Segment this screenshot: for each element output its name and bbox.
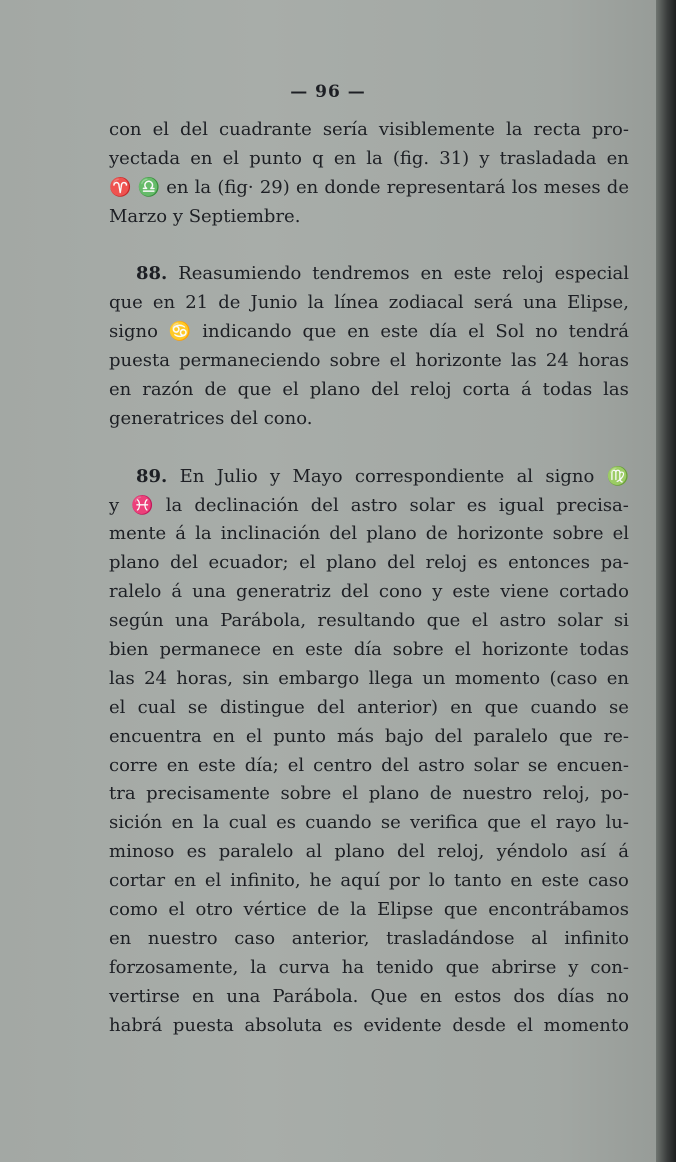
text-line: yectada en el punto q en la (fig. 31) y trasladada en bbox=[109, 147, 629, 169]
text-line: tra precisamente sobre el plano de nuestro reloj, po- bbox=[109, 783, 629, 805]
text-line: 88. Reasumiendo tendremos en este reloj especial bbox=[136, 263, 629, 285]
text-line: las 24 horas, sin embargo llega un momento (caso en bbox=[109, 667, 629, 689]
text-line: con el del cuadrante sería visiblemente la recta pro- bbox=[109, 119, 629, 140]
text-line: como el otro vértice de la Elipse que encontrábamos bbox=[109, 899, 629, 921]
text-line: signo ♋ indicando que en este día el Sol no tendrá bbox=[109, 321, 629, 343]
text-line: Marzo y Septiembre. bbox=[109, 205, 301, 227]
text-line: según una Parábola, resultando que el astro solar si bbox=[109, 610, 629, 632]
paragraph-gap bbox=[109, 232, 629, 261]
text-line: vertirse en una Parábola. Que en estos dos días no bbox=[109, 985, 629, 1007]
text-line: el cual se distingue del anterior) en que cuando se bbox=[109, 696, 629, 718]
text-line: ♈ ♎ en la (fig· 29) en donde representará los meses de bbox=[109, 176, 629, 198]
text-line: habrá puesta absoluta es evidente desde el momento bbox=[109, 1014, 629, 1036]
text-line: sición en la cual es cuando se verifica que el rayo lu- bbox=[109, 812, 629, 834]
page-edge bbox=[656, 0, 676, 1162]
body-text bbox=[109, 116, 629, 1041]
text-line: en razón de que el plano del reloj corta á todas las bbox=[109, 379, 629, 401]
text-line: en nuestro caso anterior, trasladándose al infinito bbox=[109, 927, 629, 949]
paragraph-gap bbox=[109, 434, 629, 463]
text-line: bien permanece en este día sobre el horizonte todas bbox=[109, 639, 629, 661]
text-line: corre en este día; el centro del astro solar se encuen- bbox=[109, 754, 629, 776]
text-line: forzosamente, la curva ha tenido que abrirse y con- bbox=[109, 956, 629, 978]
text-line: y ♓ la declinación del astro solar es igual precisa- bbox=[109, 494, 629, 516]
text-line: 89. En Julio y Mayo correspondiente al signo ♍ bbox=[136, 465, 629, 487]
text-line: cortar en el infinito, he aquí por lo tanto en este caso bbox=[109, 870, 629, 892]
text-line: encuentra en el punto más bajo del paralelo que re- bbox=[109, 725, 629, 747]
text-line: generatrices del cono. bbox=[109, 407, 313, 429]
text-line: plano del ecuador; el plano del reloj es entonces pa- bbox=[109, 552, 629, 574]
text-line: que en 21 de Junio la línea zodiacal será una Elipse, bbox=[109, 292, 629, 314]
page-number: — 96 — bbox=[290, 82, 366, 102]
text-line: minoso es paralelo al plano del reloj, yéndolo así á bbox=[109, 841, 629, 863]
text-line: puesta permaneciendo sobre el horizonte las 24 horas bbox=[109, 350, 629, 372]
text-line: ralelo á una generatriz del cono y este viene cortado bbox=[109, 581, 629, 603]
text-line: mente á la inclinación del plano de horizonte sobre el bbox=[109, 523, 629, 545]
